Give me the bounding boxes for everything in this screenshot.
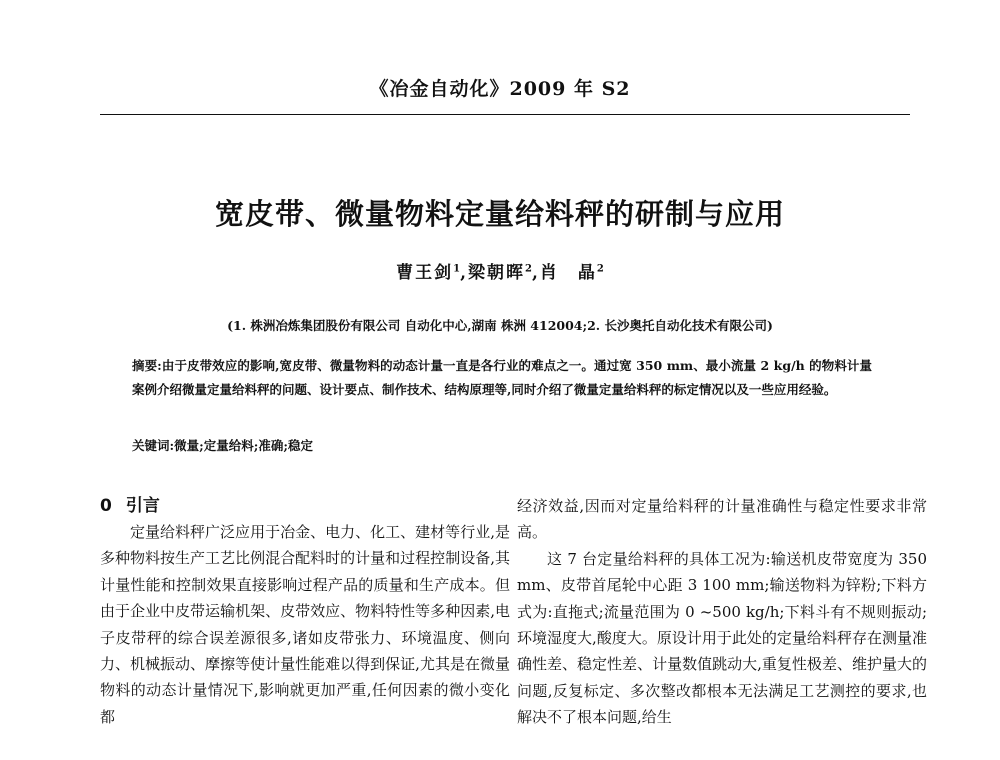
affiliation: (1. 株洲冶炼集团股份有限公司 自动化中心,湖南 株洲 412004;2. 长沙奥托自动化技术有限公司) — [227, 318, 773, 333]
body-paragraph: 这 7 台定量给料秤的具体工况为:输送机皮带宽度为 350 mm、皮带首尾轮中心距 3 100 mm;输送物料为锌粉;下料方式为:直拖式;流量范围为 0 ~500 kg/h;下料斗有不规则振动;环境湿度大,酸度大。原设计用于此处的定量给料秤存在测量准确性差、稳定性差、计量数值跳动大,重复性极差、维护量大的问题,反复标定、多次整改都根本无法满足工艺测控的要求,也解决不了根本问题,给生 — [517, 549, 927, 727]
right-column — [517, 493, 927, 731]
author-affil-mark: 2 — [596, 263, 604, 275]
body-paragraph: 定量给料秤广泛应用于冶金、电力、化工、建材等行业,是多种物料按生产工艺比例混合配料时的计量和过程控制设备,其计量性能和控制效果直接影响过程产品的质量和生产成本。但由于企业中皮带运输机架、皮带效应、物料特性等多种因素,电子皮带秤的综合误差源很多,诸如皮带张力、环境温度、侧向力、机械振动、摩擦等使计量性能难以得到保证,尤其是在微量物料的动态计量情况下,影响就更加严重,任何因素的微小变化都 — [100, 523, 510, 726]
author-name: 梁朝晖 — [468, 263, 526, 283]
section-heading — [100, 493, 510, 519]
left-column — [100, 493, 510, 730]
abstract — [132, 354, 872, 402]
author-name: 肖 晶 — [539, 263, 597, 283]
keywords-text: 微量;定量给料;准确;稳定 — [174, 438, 313, 453]
header-rule — [100, 114, 910, 115]
author-affil-mark: 2 — [525, 263, 532, 275]
keywords — [132, 436, 872, 454]
paper-title: 宽皮带、微量物料定量给料秤的研制与应用 — [214, 197, 785, 231]
abstract-label: 摘要: — [132, 358, 162, 373]
author-list: 曹王剑$^1$,梁朝晖$^2$,肖 晶$^2$ — [396, 263, 604, 283]
body-paragraph: 经济效益,因而对定量给料秤的计量准确性与稳定性要求非常高。 — [517, 497, 927, 542]
section-title: 引言 — [125, 496, 160, 516]
author-affil-mark: 1 — [453, 263, 461, 275]
abstract-text: 由于皮带效应的影响,宽皮带、微量物料的动态计量一直是各行业的难点之一。通过宽 350 mm、最小流量 2 kg/h 的物料计量案例介绍微量定量给料秤的问题、设计要点、制作技术、结构原理等,同时介绍了微量定量给料秤的标定情况以及一些应用经验。 — [132, 358, 872, 397]
author-name: 曹王剑 — [396, 263, 454, 283]
journal-header: 《冶金自动化》2009 年 S2 — [369, 78, 631, 100]
keywords-label: 关键词: — [132, 438, 175, 453]
section-number: 0 — [100, 496, 112, 516]
